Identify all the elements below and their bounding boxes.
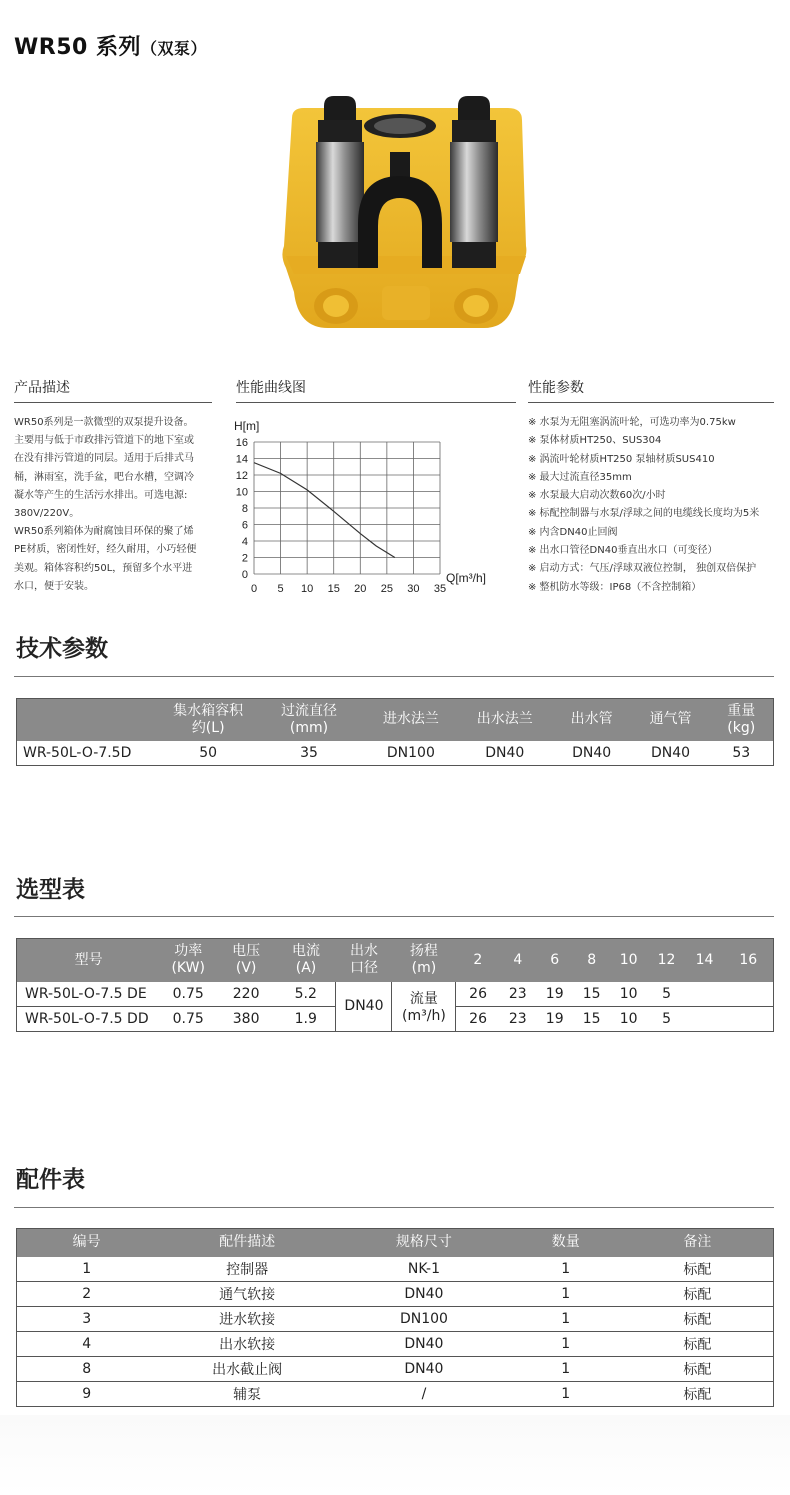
header-line: 扬程 (409, 943, 438, 960)
series-line (254, 463, 395, 558)
flow-value (723, 982, 773, 1007)
table-cell: 50 (199, 744, 218, 761)
bottom-fade (0, 1415, 790, 1495)
header-line: 集水箱容积 (173, 702, 244, 719)
table-cell: 1 (510, 1281, 622, 1306)
flow-value (686, 1006, 724, 1031)
tech-header (17, 699, 163, 741)
description-line: 美观。箱体容积约50L，预留多个水平进 (14, 562, 193, 574)
head-column-header: 4 (500, 939, 536, 982)
performance-params-heading: 性能参数 (528, 380, 584, 396)
flow-label: 流量 (409, 991, 438, 1007)
table-cell: 标配 (622, 1257, 774, 1282)
description-line: 380V/220V。 (14, 508, 80, 520)
header-line: 口径 (349, 960, 378, 977)
series-subtitle: （双泵） (140, 39, 207, 58)
header-line: 过流直径 (281, 702, 338, 719)
header-line: (A) (295, 960, 317, 977)
parts-header: 编号 (17, 1229, 157, 1257)
description-line: PE材质，密闭性好，经久耐用，小巧轻便 (14, 544, 197, 556)
flow-value (686, 982, 724, 1007)
y-tick-label: 16 (235, 437, 248, 449)
table-cell: NK-1 (338, 1257, 510, 1282)
table-row (17, 982, 774, 1007)
x-tick-label: 25 (380, 583, 393, 595)
table-cell: 辅泵 (156, 1381, 338, 1406)
table-cell: 2 (17, 1281, 157, 1306)
selection-header (276, 939, 336, 982)
tech-header (162, 699, 254, 741)
table-cell: 1 (510, 1356, 622, 1381)
product-description-heading: 产品描述 (14, 380, 70, 396)
selection-header (336, 939, 392, 982)
flow-value: 10 (610, 1006, 648, 1031)
tech-header (254, 699, 364, 741)
performance-curve-heading: 性能曲线图 (236, 380, 306, 396)
param-line: ※ 出水口管径DN40垂直出水口（可变径） (528, 545, 718, 557)
flow-value: 5 (648, 982, 686, 1007)
header-line: (m) (411, 960, 437, 977)
description-line: 水口，便于安装。 (14, 580, 94, 592)
section-divider (14, 916, 774, 917)
flow-value: 15 (574, 1006, 610, 1031)
parts-header: 数量 (510, 1229, 622, 1257)
table-row (17, 1257, 774, 1282)
page-title (14, 30, 207, 61)
y-tick-label: 12 (235, 470, 248, 482)
selection-header (216, 939, 276, 982)
table-cell: 标配 (622, 1281, 774, 1306)
parts-table (16, 1228, 774, 1407)
table-cell: 4 (17, 1331, 157, 1356)
table-row (17, 741, 774, 766)
table-cell: DN40 (338, 1281, 510, 1306)
y-tick-label: 4 (241, 536, 248, 548)
header-line: 通气管 (649, 711, 692, 728)
section-rule (236, 402, 516, 403)
description-line: 桶，淋雨室，洗手盆，吧台水槽，空调冷 (14, 471, 194, 483)
header-line: 电流 (292, 943, 321, 960)
header-line: 功率 (174, 943, 203, 960)
head-column-header: 16 (723, 939, 773, 982)
section-rule (528, 402, 774, 403)
head-column-header: 6 (536, 939, 574, 982)
head-column-header: 14 (686, 939, 724, 982)
description-line: WR50系列箱体为耐腐蚀目环保的聚了烯 (14, 526, 194, 538)
table-cell: DN100 (386, 744, 435, 761)
table-cell: 53 (732, 744, 751, 761)
table-cell: 通气软接 (156, 1281, 338, 1306)
header-line: (V) (235, 960, 257, 977)
header-line: 出水法兰 (476, 711, 533, 728)
table-row (17, 1281, 774, 1306)
model-cell: WR-50L-O-7.5 DD (17, 1006, 161, 1031)
x-tick-label: 5 (277, 583, 284, 595)
table-cell: 0.75 (160, 982, 216, 1007)
table-cell: 220 (216, 982, 276, 1007)
outlet-cell: DN40 (336, 982, 392, 1032)
table-cell: 0.75 (160, 1006, 216, 1031)
table-cell: 1 (510, 1257, 622, 1282)
table-cell: 9 (17, 1381, 157, 1406)
parts-header: 配件描述 (156, 1229, 338, 1257)
selection-header (160, 939, 216, 982)
header-line: 出水 (349, 943, 378, 960)
tech-header (364, 699, 458, 741)
param-line: ※ 水泵最大启动次数60次/小时 (528, 490, 666, 502)
flow-value: 15 (574, 982, 610, 1007)
header-line: 重量 (727, 702, 756, 719)
parts-heading: 配件表 (16, 1167, 85, 1193)
table-cell: 标配 (622, 1306, 774, 1331)
header-line: 约(L) (191, 719, 225, 736)
table-cell: 1 (510, 1381, 622, 1406)
description-line: 主要用与低于市政排污管道下的地下室或 (14, 435, 194, 447)
x-tick-label: 35 (433, 583, 447, 595)
table-cell: DN40 (338, 1356, 510, 1381)
x-tick-label: 30 (407, 583, 420, 595)
table-row (17, 1306, 774, 1331)
description-line: 凝水等产生的生活污水排出。可选电源: (14, 489, 188, 501)
param-line: ※ 启动方式：气压/浮球双液位控制， 独创双倍保护 (528, 563, 757, 575)
table-cell: WR-50L-O-7.5D (23, 744, 132, 761)
flow-value: 23 (500, 1006, 536, 1031)
x-tick-label: 0 (250, 583, 258, 595)
tech-header (632, 699, 710, 741)
flow-value: 10 (610, 982, 648, 1007)
header-line: (KW) (171, 960, 205, 977)
performance-chart (228, 414, 508, 598)
table-cell: 出水软接 (156, 1331, 338, 1356)
flow-value: 26 (456, 1006, 500, 1031)
x-tick-label: 15 (327, 583, 340, 595)
table-cell: 标配 (622, 1331, 774, 1356)
table-cell: 380 (216, 1006, 276, 1031)
tech-header (458, 699, 552, 741)
table-cell: DN40 (485, 744, 525, 761)
selection-header (392, 939, 456, 982)
flow-value: 19 (536, 1006, 574, 1031)
x-tick-label: 20 (354, 583, 367, 595)
selection-header (17, 939, 161, 982)
y-tick-label: 8 (241, 503, 248, 515)
table-cell: 1 (510, 1306, 622, 1331)
table-cell: DN40 (651, 744, 691, 761)
header-line: 进水法兰 (382, 711, 439, 728)
description-line: WR50系列是一款微型的双泵提升设备。 (14, 417, 194, 428)
header-line: 型号 (74, 951, 103, 968)
y-tick-label: 14 (235, 453, 248, 466)
table-row (17, 1356, 774, 1381)
param-line: ※ 水泵为无阻塞涡流叶轮，可选功率为0.75kw (528, 417, 736, 428)
table-row (17, 1381, 774, 1406)
flow-value: 5 (648, 1006, 686, 1031)
flow-value (723, 1006, 773, 1031)
y-tick-label: 6 (241, 519, 248, 532)
param-line: ※ 涡流叶轮材质HT250 泵轴材质SUS410 (528, 453, 715, 465)
tech-params-table (16, 698, 774, 766)
table-cell: 3 (17, 1306, 157, 1331)
table-cell: 1 (17, 1257, 157, 1282)
table-cell: DN40 (338, 1331, 510, 1356)
y-tick-label: 2 (241, 552, 248, 565)
flow-value: 26 (456, 982, 500, 1007)
param-line: ※ 泵体材质HT250、SUS304 (528, 435, 662, 447)
header-line: (mm) (289, 719, 329, 736)
table-cell: 35 (300, 744, 318, 761)
tech-header (552, 699, 632, 741)
table-cell: 1.9 (276, 1006, 336, 1031)
tech-header (710, 699, 774, 741)
table-cell: / (338, 1381, 510, 1406)
flow-cell (392, 982, 456, 1032)
header-line: 电压 (232, 943, 261, 960)
table-cell: 控制器 (156, 1257, 338, 1282)
param-line: ※ 最大过流直径35mm (528, 471, 632, 483)
description-line: 在没有排污管道的同层。适用于后排式马 (14, 453, 194, 465)
table-cell: 标配 (622, 1356, 774, 1381)
table-cell: 出水截止阀 (156, 1356, 338, 1381)
selection-heading: 选型表 (16, 877, 85, 903)
table-cell: 5.2 (276, 982, 336, 1007)
table-cell: 8 (17, 1356, 157, 1381)
tech-params-heading: 技术参数 (16, 636, 108, 662)
table-cell: DN40 (572, 744, 612, 761)
flow-value: 19 (536, 982, 574, 1007)
flow-unit: (m³/h) (402, 1008, 446, 1024)
head-column-header: 8 (574, 939, 610, 982)
y-axis-label: H[m] (234, 419, 260, 433)
head-column-header: 10 (610, 939, 648, 982)
flow-value: 23 (500, 982, 536, 1007)
parts-header: 备注 (622, 1229, 774, 1257)
parts-header: 规格尺寸 (338, 1229, 510, 1257)
section-divider (14, 1207, 774, 1208)
table-cell: DN100 (338, 1306, 510, 1331)
x-axis-label: Q[m³/h] (446, 571, 487, 585)
table-cell: 标配 (622, 1381, 774, 1406)
series-title: WR50 系列 (14, 35, 141, 60)
product-description (14, 414, 214, 596)
param-line: ※ 整机防水等级：IP68（不含控制箱） (528, 581, 702, 593)
table-row (17, 1331, 774, 1356)
header-line: 出水管 (570, 711, 613, 728)
param-line: ※ 内含DN40止回阀 (528, 526, 618, 538)
table-cell: 进水软接 (156, 1306, 338, 1331)
selection-table (16, 938, 774, 1032)
table-cell: 1 (510, 1331, 622, 1356)
y-tick-label: 10 (235, 486, 248, 499)
head-column-header: 12 (648, 939, 686, 982)
performance-params-list (528, 414, 778, 597)
header-line: (kg) (727, 719, 756, 736)
section-divider (14, 676, 774, 677)
x-tick-label: 10 (301, 583, 314, 595)
product-image (272, 96, 540, 336)
head-column-header: 2 (456, 939, 500, 982)
section-rule (14, 402, 212, 403)
param-line: ※ 标配控制器与水泵/浮球之间的电缆线长度均为5米 (528, 508, 760, 520)
y-tick-label: 0 (241, 569, 248, 581)
model-cell: WR-50L-O-7.5 DE (17, 982, 161, 1007)
